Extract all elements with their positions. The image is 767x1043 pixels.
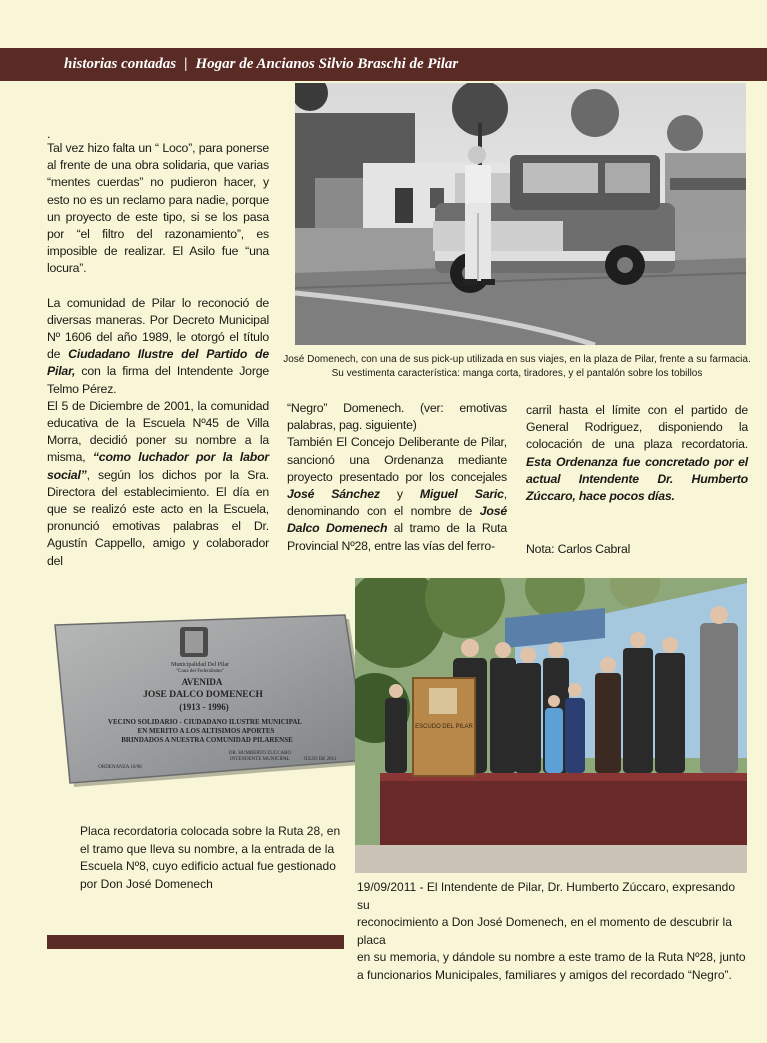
- plaque-line-9: ORDENANZA 10/98: [98, 765, 142, 770]
- paragraph-4: “Negro” Domenech. (ver: emotivas palabras, pag. siguiente): [287, 401, 507, 433]
- column-1: [47, 128, 269, 570]
- column-2: [287, 400, 507, 555]
- plaque-muni: Municipalidad Del Pilar: [171, 662, 229, 668]
- podium-text: ESCUDO DEL PILAR: [415, 724, 473, 730]
- plaque-line-4: VECINO SOLIDARIO - CIUDADANO ILUSTRE MUNICIPAL: [107, 718, 303, 726]
- page-title: Hogar de Ancianos Silvio Braschi de Pilar: [195, 56, 459, 72]
- photo-plaque-caption: Placa recordatoria colocada sobre la Ruta 28, en el tramo que lleva su nombre, a la entrada de la Escuela Nº8, cuyo edificio actual fue gestionado por Don José Domenech: [80, 824, 341, 891]
- plaque-line-5: EN MERITO A LOS ALTISIMOS APORTES: [137, 727, 275, 735]
- section-name: historias contadas: [64, 56, 177, 72]
- plaque-muni-sub: "Cuna del Federalismo": [176, 669, 224, 674]
- author-note: Nota: Carlos Cabral: [526, 542, 631, 557]
- photo-pickup: [295, 83, 746, 345]
- paragraph-5: También El Concejo Deliberante de Pilar, sancionó una Ordenanza mediante proyecto presentado por los concejales José Sánchez y Miguel Saric, denominando con el nombre de José Dalco Domenech al tramo de la Ruta Provincial Nº28, entre las vías del ferro-: [287, 435, 508, 553]
- plaque-line-3: (1913 - 1996): [179, 702, 229, 712]
- header-separator: |: [184, 56, 188, 72]
- plaque-line-10: JULIO DE 2011: [303, 757, 337, 762]
- paragraph-3: El 5 de Diciembre de 2001, la comunidad educativa de la Escuela Nº45 de Villa Morra, decidió poner su nombre a la misma, “como luchador por la labor social”, según los dichos por la Sra. Directora del establecimiento. El día en que se realizó este acto en la Escuela, pronunció emotivas palabras el Dr. Agustín Cappello, amigo y colaborador del: [47, 398, 269, 568]
- photo-plaque: [40, 605, 370, 795]
- plaque-line-8: INTENDENTE MUNICIPAL: [230, 757, 290, 762]
- plaque-line-1: AVENIDA: [181, 677, 223, 687]
- paragraph-2: La comunidad de Pilar lo reconoció de diversas maneras. Por Decreto Municipal Nº 1606 del año 1989, le otorgó el título de Ciudadano Ilustre del Partido de Pilar, con la firma del Intendente Jorge Telmo Pérez.: [47, 295, 270, 396]
- plaque-line-7: DR. HUMBERTO ZUCCARO: [228, 751, 292, 756]
- paragraph-1: Tal vez hizo falta un “ Loco”, para ponerse al frente de una obra solidaria, que varias “mentes cuerdas” no pudieron hacer, y esto no es un reclamo para nadie, porque un proyecto de este tipo, si se los pasa por “el filtro del razonamiento”, es imposible de realizar. El Asilo fue “una locura”.: [47, 141, 269, 276]
- paragraph-6: carril hasta el límite con el partido de General Rodriguez, disponiendo la colocación de una plaza recordatoria. Esta Ordenanza fue concretado por el actual Intendente Dr. Humberto Zúccaro, hace pocos días.: [526, 403, 748, 504]
- decorative-bar: [47, 935, 344, 949]
- column-3: [526, 402, 748, 558]
- dot: .: [47, 127, 51, 141]
- photo-pickup-caption: José Domenech, con una de sus pick-up utilizada en sus viajes, en la plaza de Pilar, frente a su farmacia. Su vestimenta característica: manga corta, tiradores, y el pantalón sobre los tobillos: [283, 354, 751, 379]
- photo-event-caption: 19/09/2011 - El Intendente de Pilar, Dr. Humberto Zúccaro, expresando su reconocimiento a Don José Domenech, en el momento de descubrir la placa en su memoria, y dándole su nombre a este tramo de la Ruta Nº28, junto a funcionarios Municipales, familiares y amigos del recordado “Negro”.: [357, 880, 746, 982]
- plaque-line-2: JOSE DALCO DOMENECH: [143, 690, 263, 700]
- page-header: [0, 48, 767, 81]
- photo-event: [355, 578, 747, 873]
- plaque-line-6: BRINDADOS A NUESTRA COMUNIDAD PILARENSE: [121, 736, 293, 744]
